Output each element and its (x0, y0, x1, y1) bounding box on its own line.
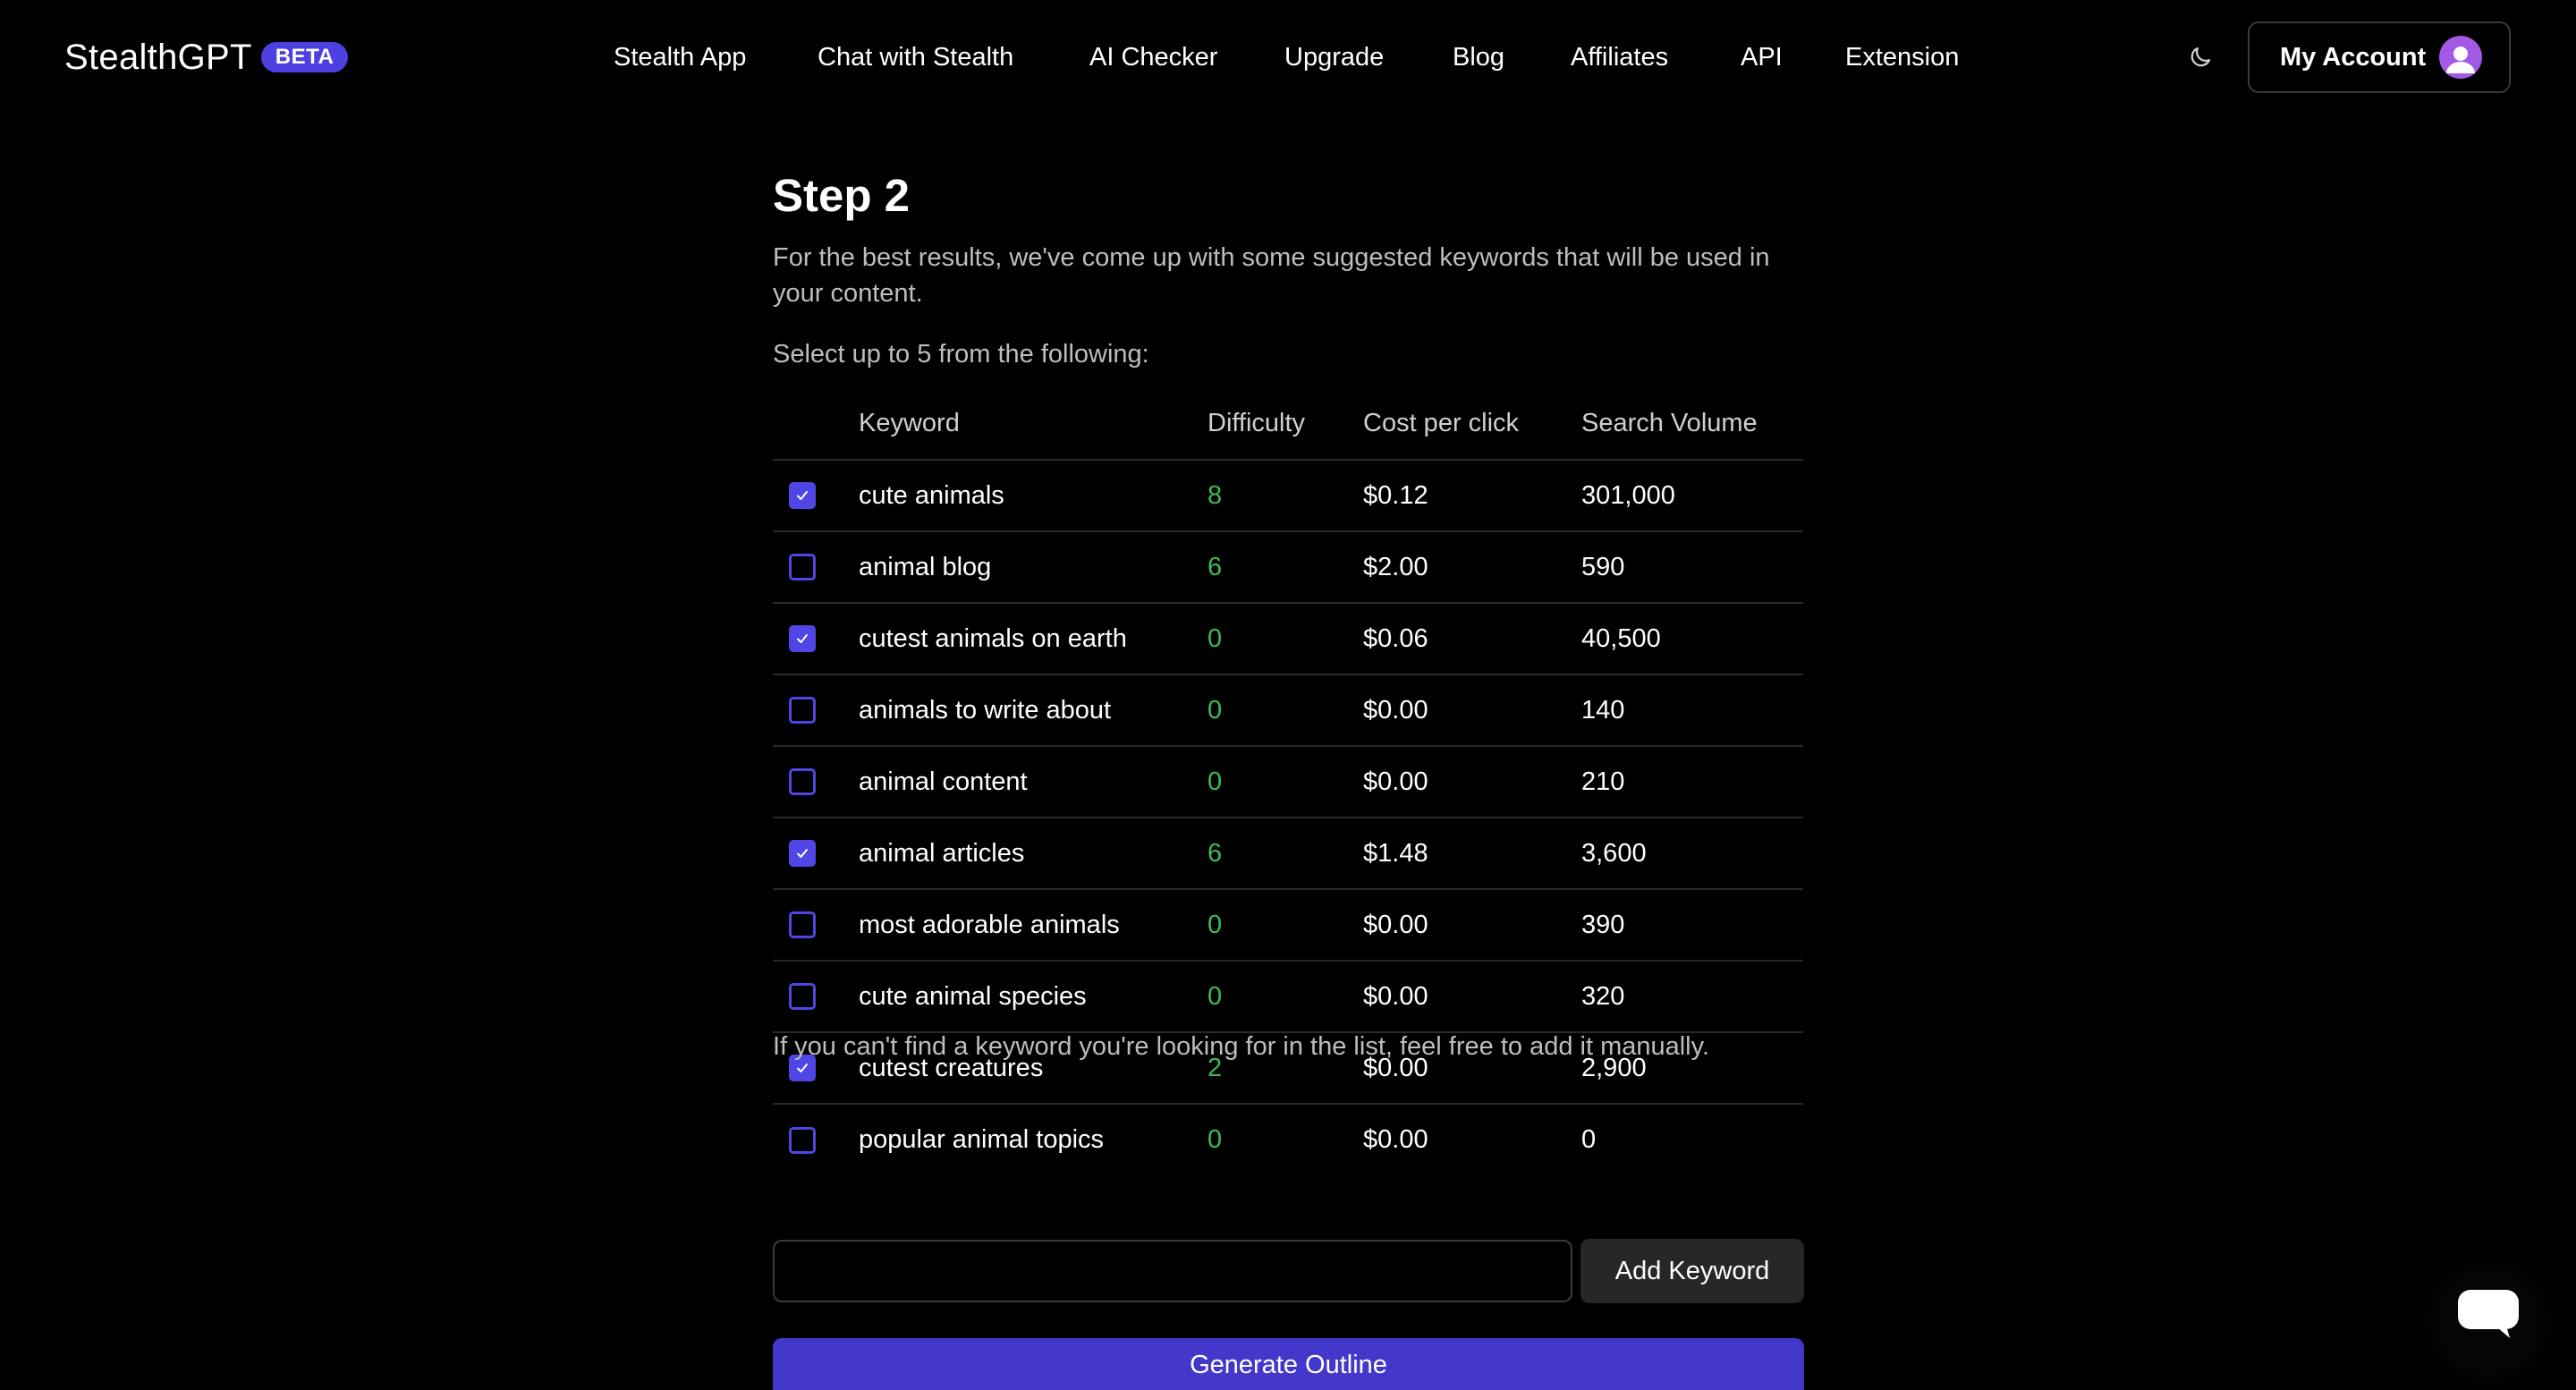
difficulty-cell: 6 (1208, 531, 1363, 603)
nav-upgrade[interactable]: Upgrade (1284, 43, 1385, 72)
header-search-volume: Search Volume (1581, 388, 1803, 460)
keyword-cell: cute animal species (859, 961, 1208, 1032)
cpc-cell: $0.00 (1363, 674, 1581, 746)
check-icon (793, 844, 811, 862)
keyword-cell: animal articles (859, 818, 1208, 889)
add-keyword-button[interactable]: Add Keyword (1580, 1239, 1804, 1303)
step-title: Step 2 (773, 170, 911, 221)
difficulty-cell: 0 (1208, 889, 1363, 961)
search-volume-cell: 301,000 (1581, 460, 1803, 531)
search-volume-cell: 0 (1581, 1125, 1597, 1154)
select-cell (773, 818, 859, 889)
select-cell (773, 746, 859, 818)
search-volume-cell: 3,600 (1581, 818, 1803, 889)
keyword-cell: animals to write about (859, 674, 1208, 746)
keyword-checkbox[interactable] (789, 625, 816, 652)
keyword-cell: cute animals (859, 460, 1208, 531)
difficulty-cell: 0 (1208, 746, 1363, 818)
cpc-cell: $0.00 (1363, 746, 1581, 818)
select-cell (773, 531, 859, 603)
search-volume-cell: 140 (1581, 674, 1803, 746)
keyword-checkbox[interactable] (789, 768, 816, 795)
keyword-cell: most adorable animals (859, 889, 1208, 961)
keyword-checkbox[interactable] (789, 482, 816, 509)
search-volume-cell: 210 (1581, 746, 1803, 818)
cpc-cell: $0.12 (1363, 460, 1581, 531)
my-account-label: My Account (2280, 42, 2427, 72)
table-header-row (773, 388, 1803, 460)
keyword-cell: cutest creatures (859, 1032, 1208, 1104)
table-row (773, 531, 1803, 603)
select-cell (773, 1104, 859, 1175)
select-cell (773, 889, 859, 961)
select-cell (773, 603, 859, 674)
my-account-button[interactable] (2248, 21, 2511, 93)
top-navbar (0, 0, 2576, 114)
table-row (773, 961, 1803, 1032)
table-row (773, 603, 1803, 674)
search-volume-cell: 320 (1581, 961, 1803, 1032)
chat-bubble-icon (2435, 1268, 2542, 1376)
cpc-cell: $0.00 (1363, 889, 1581, 961)
table-row (773, 1104, 1803, 1175)
header-select (773, 388, 859, 460)
search-volume-cell: 2,900 (1581, 1032, 1803, 1104)
nav-chat-with-stealth[interactable]: Chat with Stealth (818, 43, 1014, 72)
keyword-checkbox[interactable] (789, 983, 816, 1010)
cpc-cell: $0.00 (1363, 1125, 1428, 1154)
nav-blog[interactable]: Blog (1453, 43, 1505, 72)
moon-icon (2187, 44, 2214, 71)
nav-affiliates[interactable]: Affiliates (1571, 43, 1669, 72)
nav-stealth-app[interactable]: Stealth App (614, 43, 747, 72)
table-row (773, 674, 1803, 746)
difficulty-cell: 2 (1208, 1032, 1363, 1104)
difficulty-cell: 0 (1208, 603, 1363, 674)
nav-extension[interactable]: Extension (1845, 43, 1960, 72)
manual-keyword-hint: If you can't find a keyword you're looking for in the list, feel free to add it manually. (773, 1032, 1710, 1061)
theme-toggle-button[interactable] (2182, 39, 2218, 75)
table-row (773, 460, 1803, 531)
keyword-checkbox[interactable] (789, 911, 816, 938)
check-icon (793, 487, 811, 504)
check-icon (793, 630, 811, 648)
keyword-checkbox[interactable] (789, 1127, 816, 1154)
cpc-cell: $0.00 (1363, 961, 1581, 1032)
cpc-cell: $0.00 (1363, 1032, 1581, 1104)
search-volume-cell: 40,500 (1581, 603, 1803, 674)
difficulty-cell: 0 (1208, 674, 1363, 746)
brand-name: StealthGPT (64, 37, 252, 77)
search-volume-cell: 390 (1581, 889, 1803, 961)
beta-badge: BETA (261, 42, 349, 72)
select-cell (773, 961, 859, 1032)
table-row (773, 889, 1803, 961)
select-cell (773, 460, 859, 531)
table-row (773, 746, 1803, 818)
difficulty-cell: 6 (1208, 818, 1363, 889)
step-description: For the best results, we've come up with some suggested keywords that will be used in your content. (773, 243, 1770, 308)
keyword-cell: cutest animals on earth (859, 603, 1208, 674)
keyword-cell: animal blog (859, 531, 1208, 603)
nav-api[interactable]: API (1741, 43, 1783, 72)
brand-logo[interactable] (64, 34, 348, 81)
header-keyword: Keyword (859, 388, 1208, 460)
difficulty-cell: 0 (1208, 961, 1363, 1032)
header-difficulty: Difficulty (1208, 388, 1363, 460)
generate-outline-button[interactable]: Generate Outline (773, 1338, 1804, 1390)
keyword-checkbox[interactable] (789, 554, 816, 581)
search-volume-cell: 590 (1581, 531, 1803, 603)
keyword-cell: popular animal topics (859, 1125, 1105, 1154)
nav-ai-checker[interactable]: AI Checker (1089, 43, 1218, 72)
cpc-cell: $1.48 (1363, 818, 1581, 889)
header-cost-per-click: Cost per click (1363, 388, 1581, 460)
user-avatar-icon (2439, 36, 2482, 79)
table-row (773, 818, 1803, 889)
difficulty-cell: 8 (1208, 460, 1363, 531)
difficulty-cell: 0 (1208, 1125, 1223, 1154)
select-cell (773, 674, 859, 746)
keyword-cell: animal content (859, 746, 1208, 818)
keyword-checkbox[interactable] (789, 697, 816, 724)
cpc-cell: $2.00 (1363, 531, 1581, 603)
keyword-input[interactable] (773, 1240, 1572, 1302)
chat-widget-button[interactable] (2435, 1268, 2542, 1376)
cpc-cell: $0.06 (1363, 603, 1581, 674)
keyword-checkbox[interactable] (789, 840, 816, 867)
select-hint: Select up to 5 from the following: (773, 340, 1149, 369)
